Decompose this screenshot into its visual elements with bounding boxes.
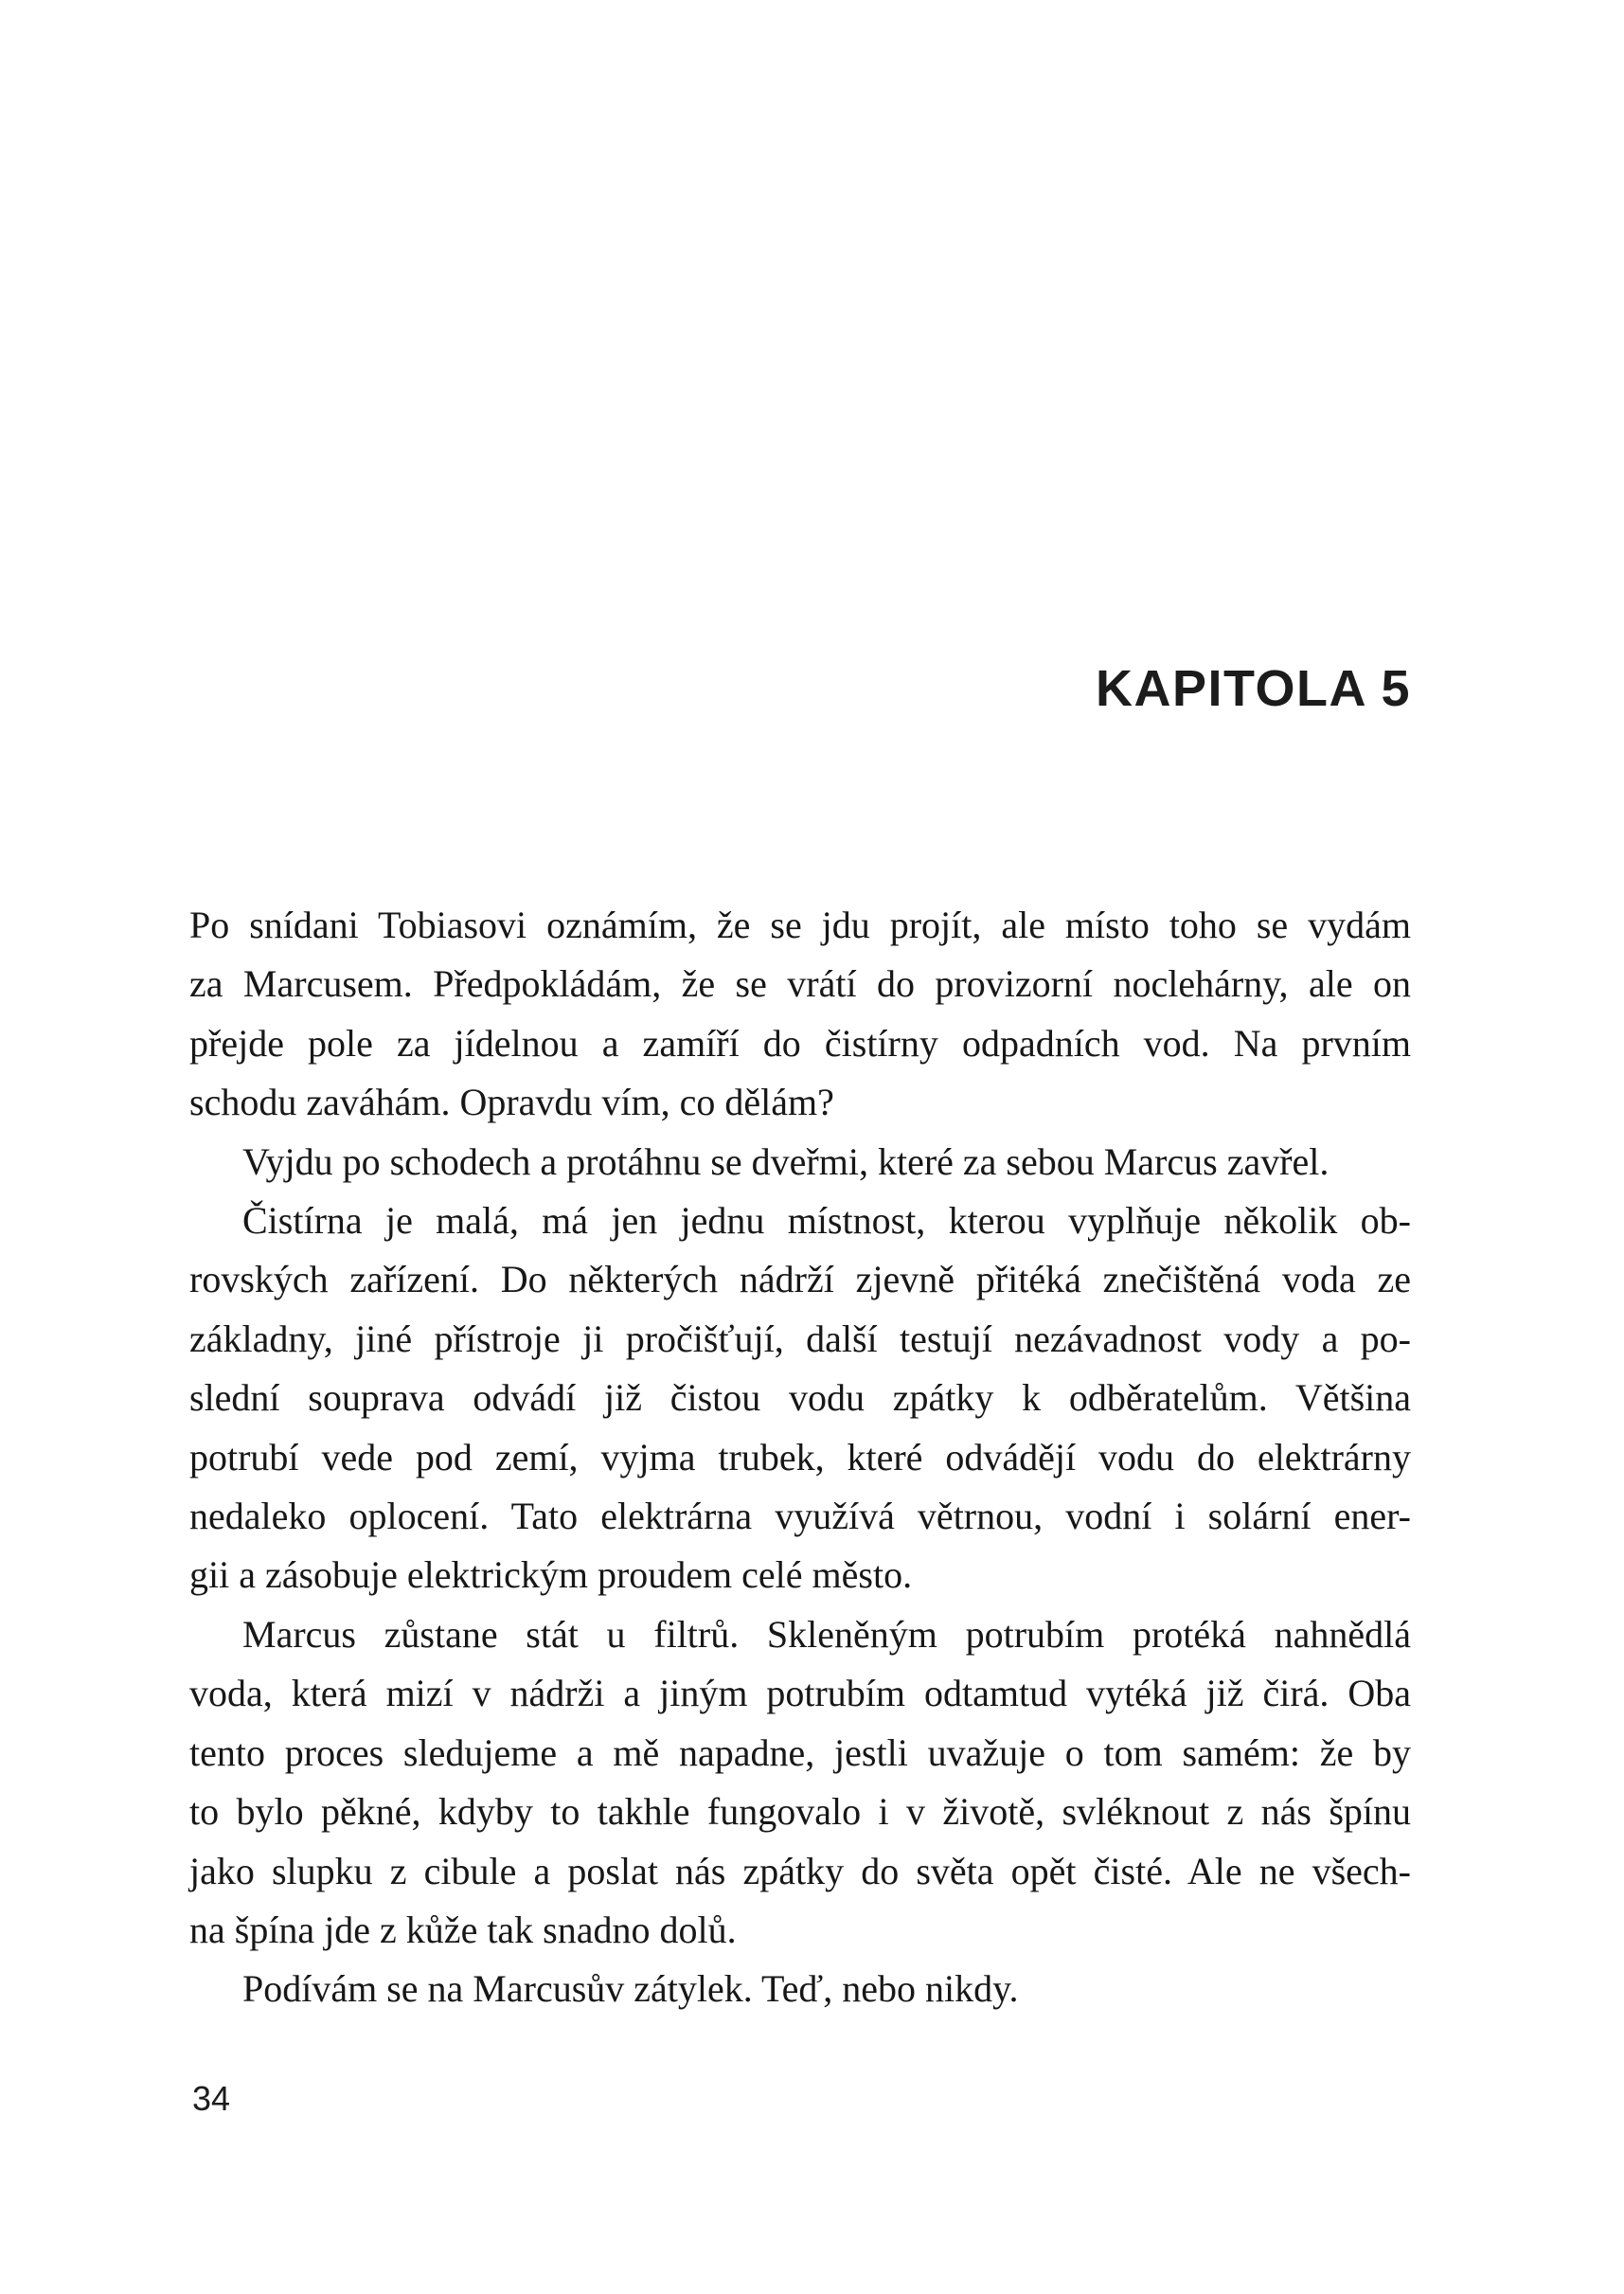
paragraph xyxy=(189,1960,1411,2018)
text-line: to bylo pěkné, kdyby to takhle fungovalo i v životě, svléknout z nás špínu xyxy=(189,1790,1411,1834)
text-line: tento proces sledujeme a mě napadne, jestli uvažuje o tom samém: že by xyxy=(189,1730,1411,1774)
text-line: Podívám se na Marcusův zátylek. Teď, nebo nikdy. xyxy=(242,1967,1019,2011)
paragraph xyxy=(189,1192,1411,1605)
text-line: Po snídani Tobiasovi oznámím, že se jdu projít, ale místo toho se vydám xyxy=(189,904,1411,946)
page-number: 34 xyxy=(192,2079,231,2118)
text-line: Marcus zůstane stát u filtrů. Skleněným potrubím protéká nahnědlá xyxy=(242,1612,1411,1656)
text-line: na špína jde z kůže tak snadno dolů. xyxy=(189,1908,737,1951)
text-line: rovských zařízení. Do některých nádrží zjevně přitéká znečištěná voda ze xyxy=(189,1258,1411,1301)
chapter-heading: KAPITOLA 5 xyxy=(1095,660,1411,717)
paragraph xyxy=(189,1605,1411,1960)
text-line: jako slupku z cibule a poslat nás zpátky do světa opět čisté. Ale ne všech- xyxy=(189,1849,1411,1892)
text-line: nedaleko oplocení. Tato elektrárna využívá větrnou, vodní i solární ener- xyxy=(189,1495,1411,1538)
text-line: gii a zásobuje elektrickým proudem celé město. xyxy=(189,1553,913,1597)
paragraph xyxy=(189,1133,1411,1192)
text-line: za Marcusem. Předpokládám, že se vrátí do provizorní noclehárny, ale on xyxy=(189,962,1411,1006)
text-line: přejde pole za jídelnou a zamíří do čistírny odpadních vod. Na prvním xyxy=(189,1021,1411,1065)
text-line: základny, jiné přístroje ji pročišťují, další testují nezávadnost vody a po- xyxy=(189,1317,1411,1360)
body-text xyxy=(189,896,1411,2019)
text-line: potrubí vede pod zemí, vyjma trubek, které odvádějí vodu do elektrárny xyxy=(189,1435,1411,1479)
text-line: schodu zaváhám. Opravdu vím, co dělám? xyxy=(189,1081,834,1124)
text-line: Čistírna je malá, má jen jednu místnost, kterou vyplňuje několik ob- xyxy=(242,1199,1411,1243)
text-line: slední souprava odvádí již čistou vodu zpátky k odběratelům. Většina xyxy=(189,1376,1411,1420)
paragraph xyxy=(189,896,1411,1133)
text-line: Vyjdu po schodech a protáhnu se dveřmi, které za sebou Marcus zavřel. xyxy=(242,1139,1330,1183)
text-line: voda, která mizí v nádrži a jiným potrubím odtamtud vytéká již čirá. Oba xyxy=(189,1672,1411,1715)
